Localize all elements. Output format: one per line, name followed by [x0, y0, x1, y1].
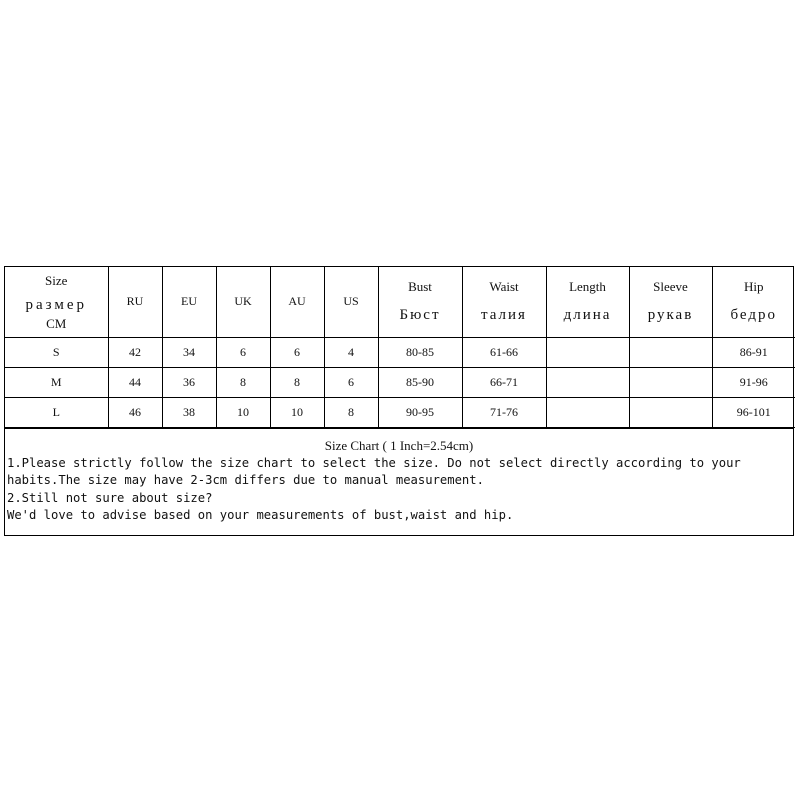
sleeve-cell — [629, 367, 712, 397]
size-header-ru: размер — [25, 297, 88, 314]
size-chart — [4, 266, 794, 536]
sleeve-cell — [629, 397, 712, 427]
bust-cell: 90-95 — [378, 397, 462, 427]
au-cell: 8 — [270, 367, 324, 397]
size-header-cell — [5, 267, 108, 337]
header-uk: UK — [216, 267, 270, 337]
header-sleeve — [629, 267, 712, 337]
size-cell: M — [5, 367, 108, 397]
header-sleeve-en: Sleeve — [653, 279, 688, 295]
header-hip — [712, 267, 795, 337]
ru-cell: 42 — [108, 337, 162, 367]
hip-cell: 86-91 — [712, 337, 795, 367]
au-cell: 10 — [270, 397, 324, 427]
au-cell: 6 — [270, 337, 324, 367]
header-hip-en: Hip — [744, 279, 764, 295]
header-bust — [378, 267, 462, 337]
hip-cell: 96-101 — [712, 397, 795, 427]
size-notes — [5, 428, 793, 535]
size-header-en: Size — [45, 273, 68, 289]
size-header-unit: CM — [46, 316, 67, 332]
table-row — [5, 367, 795, 397]
eu-cell: 34 — [162, 337, 216, 367]
header-ru: RU — [108, 267, 162, 337]
header-length — [546, 267, 629, 337]
header-length-ru: длина — [563, 307, 612, 324]
header-bust-ru: Бюст — [399, 307, 441, 324]
header-us: US — [324, 267, 378, 337]
waist-cell: 71-76 — [462, 397, 546, 427]
us-cell: 8 — [324, 397, 378, 427]
notes-title: Size Chart ( 1 Inch=2.54cm) — [324, 437, 474, 453]
size-cell: S — [5, 337, 108, 367]
waist-cell: 66-71 — [462, 367, 546, 397]
ru-cell: 44 — [108, 367, 162, 397]
header-au: AU — [270, 267, 324, 337]
uk-cell: 8 — [216, 367, 270, 397]
header-length-en: Length — [569, 279, 606, 295]
table-row — [5, 337, 795, 367]
table-row — [5, 397, 795, 427]
header-waist-en: Waist — [489, 279, 519, 295]
bust-cell: 80-85 — [378, 337, 462, 367]
length-cell — [546, 397, 629, 427]
size-table — [5, 267, 795, 428]
ru-cell: 46 — [108, 397, 162, 427]
note-line: We'd love to advise based on your measurements of bust,waist and hip. — [7, 508, 514, 522]
eu-cell: 36 — [162, 367, 216, 397]
us-cell: 6 — [324, 367, 378, 397]
uk-cell: 10 — [216, 397, 270, 427]
header-waist-ru: талия — [481, 307, 527, 324]
waist-cell: 61-66 — [462, 337, 546, 367]
us-cell: 4 — [324, 337, 378, 367]
header-row — [5, 267, 795, 337]
eu-cell: 38 — [162, 397, 216, 427]
header-bust-en: Bust — [408, 279, 432, 295]
length-cell — [546, 337, 629, 367]
uk-cell: 6 — [216, 337, 270, 367]
header-hip-ru: бедро — [730, 307, 778, 324]
note-line: 2.Still not sure about size? — [7, 490, 213, 505]
header-eu: EU — [162, 267, 216, 337]
length-cell — [546, 367, 629, 397]
bust-cell: 85-90 — [378, 367, 462, 397]
size-cell: L — [5, 397, 108, 427]
header-waist — [462, 267, 546, 337]
note-line: 1.Please strictly follow the size chart to select the size. Do not select directly according to your habits.The size may have 2-3cm differs due to manual measurement. — [7, 455, 741, 487]
header-sleeve-ru: рукав — [647, 307, 694, 324]
hip-cell: 91-96 — [712, 367, 795, 397]
sleeve-cell — [629, 337, 712, 367]
